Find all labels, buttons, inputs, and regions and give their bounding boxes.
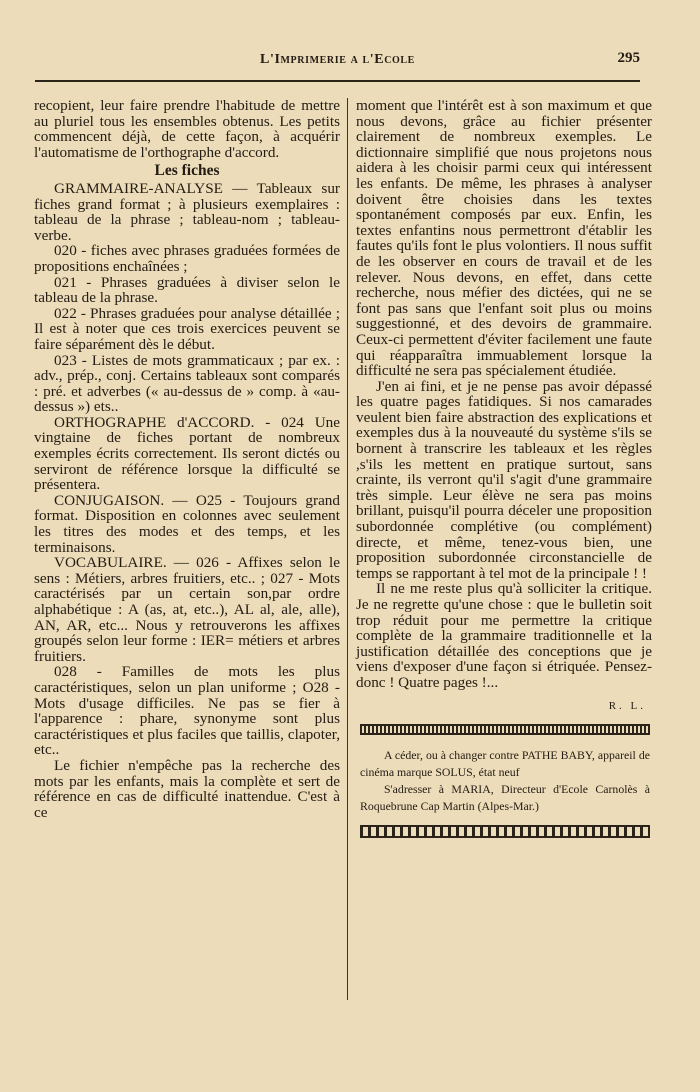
- paragraph: 022 - Phrases graduées pour analyse détaillée ; Il est à noter que ces trois exercices peuvent se faire séparément dès le début.: [34, 304, 340, 353]
- paragraph: ORTHOGRAPHE d'ACCORD. - 024 Une vingtaine de fiches portant de nombreux exemples écrits correctement. Ils seront dictés ou serviront de référence lorsque la difficulté se présentera.: [34, 413, 340, 494]
- paragraph: 020 - fiches avec phrases graduées formées de propositions enchaînées ;: [34, 242, 340, 275]
- author-signature: R. L.: [608, 699, 646, 712]
- journal-title: L'Imprimerie a l'Ecole: [260, 52, 415, 67]
- paragraph: 023 - Listes de mots grammaticaux ; par ex. : adv., prép., conj. Certains tableaux sont comparés : pré. et adverbes (« au-dessus de » comp. à «au-dessus ») ets..: [34, 351, 340, 416]
- right-column: [356, 98, 652, 838]
- paragraph: recopient, leur faire prendre l'habitude de mettre au pluriel tous les ensembles obtenus. Les petits commencent déjà, de cette façon, à acquérir l'automatisme de l'orthographe d'accord.: [34, 97, 340, 161]
- paragraph: Le fichier n'empêche pas la recherche des mots par les enfants, mais la complète et sert de référence en cas de difficulté inattendue. C'est à ce: [34, 756, 340, 821]
- paragraph: moment que l'intérêt est à son maximum et que nous devons, grâce au fichier présenter clairement de nombreux exemples. Le dictionnaire simplifié que nous projetons nous aidera à les choisir parmi ceux qui intéressent les enfants. De même, les phrases à analyser doivent être choisies dans les textes spontanément composés par eux. Enfin, les textes enfantins nous permettront d'établir les fautes qu'ils font le plus volontiers. Il nous suffit de les observer en cours de travail et de les relever. Nous devons, en effet, dans cette recherche, nous méfier des dictées, qui ne se font pas sans que l'enfant soit plus ou moins suggestionné, et des devoirs de grammaire. Ceux-ci permettent d'éviter facilement une faute qui réapparaîtra immuablement lorsque la difficulté ne sera pas spécialement étudiée.: [356, 97, 652, 380]
- paragraph: 021 - Phrases graduées à diviser selon le tableau de la phrase.: [34, 273, 340, 307]
- page-number: 295: [617, 50, 640, 66]
- paragraph: 028 - Familles de mots les plus caractéristiques, selon un plan uniforme ; O28 - Mots d'usage difficiles. Ne pas se fier à l'apparence : phare, synonyme sont plus caractéristiques et plus faciles que taillis, clapoter, etc..: [34, 663, 340, 759]
- page-header: [35, 42, 640, 82]
- column-divider: [347, 98, 348, 1000]
- ornamental-rule: [360, 724, 650, 735]
- paragraph: CONJUGAISON. — O25 - Toujours grand format. Disposition en colonnes avec seulement les titres des modes et des temps, et les terminaisons.: [34, 491, 340, 556]
- paragraph: Il ne me reste plus qu'à solliciter la critique. Je ne regrette qu'une chose : que le bulletin soit trop réduit pour me permettre la critique complète de la grammaire traditionnelle et la justification détaillée des conceptions que je viens d'exposer d'une façon si étriquée. Pensez-donc ! Quatre pages !...: [356, 580, 652, 691]
- ornamental-rule: [360, 825, 650, 838]
- ad-contact: S'adresser à MARIA, Directeur d'Ecole Carnolès à Roquebrune Cap Martin (Alpes-Mar.): [360, 782, 650, 814]
- paragraph: J'en ai fini, et je ne pense pas avoir dépassé les quatre pages fatidiques. Si nos camarades veulent bien faire abstraction des explications et exemples dus à la nouveauté du système s'ils se bornent à transcrire les tableaux et les règles ,s'ils les mettent en pratique surtout, sans crainte, ils verront qu'il s'agit d'une grammaire très simple. Leur élève ne sera pas moins brillant, puisqu'il pourra déceler une proposition subordonnée complétive (ou complément) directe, et même, tenez-vous bien, une proposition subordonnée circonstancielle de temps se rapportant à tel mot de la principale ! !: [356, 377, 652, 582]
- paragraph: VOCABULAIRE. — 026 - Affixes selon le sens : Métiers, arbres fruitiers, etc.. ; 027 - Mots caractérisés par un certain son,par ordre alphabétique : A (as, at, etc..), AL al, ale, alle), AN, AR, etc... Nous y retrouverons les affixes groupés selon leur forme : IER= métiers et arbres fruitiers.: [34, 554, 340, 665]
- paragraph: GRAMMAIRE-ANALYSE — Tableaux sur fiches grand format ; à plusieurs exemplaires : tableau de la phrase ; tableau-nom ; tableau-verbe.: [34, 179, 340, 244]
- section-title: Les fiches: [154, 162, 220, 180]
- classified-ad: [360, 747, 650, 815]
- ad-text: A céder, ou à changer contre PATHE BABY, appareil de cinéma marque SOLUS, état neuf: [360, 748, 650, 780]
- left-column: [34, 98, 340, 820]
